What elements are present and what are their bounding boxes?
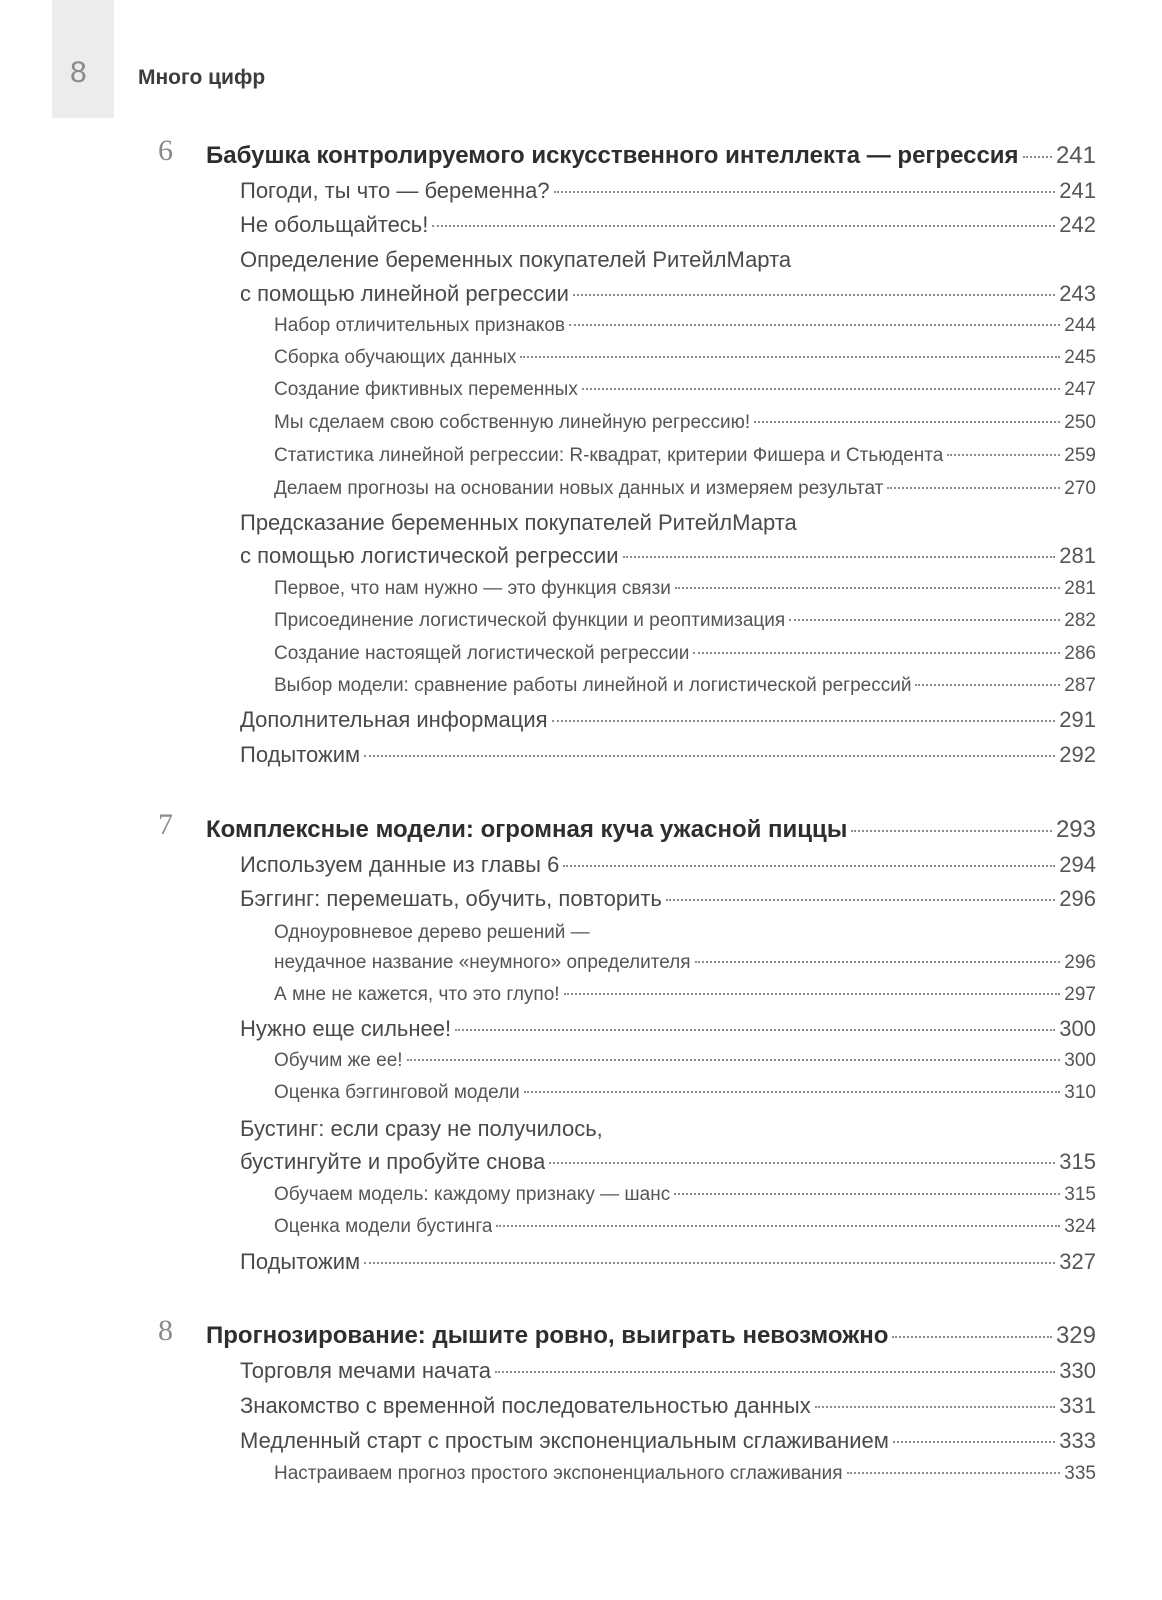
entry-text: Бэггинг: перемешать, обучить, повторить [240,886,662,911]
page-ref: 315 [1059,1149,1096,1174]
entry-text: Статистика линейной регрессии: R-квадрат, критерии Фишера и Стьюдента [274,445,944,466]
dot-leader [666,899,1055,901]
page-ref: 292 [1059,742,1096,767]
entry-text-line1: Одноуровневое дерево решений — [274,922,590,943]
toc-subentry[interactable] [274,610,1096,632]
dot-leader [520,356,1060,358]
dot-leader [887,487,1060,489]
page-ref: 270 [1064,478,1096,499]
dot-leader [573,294,1055,296]
dot-leader [564,993,1061,995]
entry-text: с помощью логистической регрессии [240,543,619,568]
page-ref: 293 [1055,816,1096,843]
entry-text-line1: Бустинг: если сразу не получилось, [240,1116,603,1141]
page-ref: 335 [1064,1463,1096,1484]
dot-leader [524,1091,1061,1093]
chapter-title-entry[interactable] [206,816,1096,844]
chapter-title-entry[interactable] [206,142,1096,170]
chapter-title-entry[interactable] [206,1322,1096,1350]
page-ref: 333 [1059,1428,1096,1453]
page-ref: 250 [1064,412,1096,433]
page-ref: 281 [1059,543,1096,568]
dot-leader [549,1162,1055,1164]
dot-leader [915,684,1060,686]
toc-entry[interactable] [240,212,1096,238]
entry-text: Подытожим [240,742,361,767]
entry-text: Выбор модели: сравнение работы линейной и логистической регрессий [274,675,912,696]
entry-text: Сборка обучающих данных [274,347,517,368]
dot-leader [432,225,1055,227]
chapter-title: Прогнозирование: дышите ровно, выиграть невозможно [206,1322,889,1349]
chapter-title: Комплексные модели: огромная куча ужасной пиццы [206,816,848,843]
entry-text-line1: Определение беременных покупателей РитейлМарта [240,247,792,272]
entry-text: Медленный старт с простым экспоненциальным сглаживанием [240,1428,889,1453]
dot-leader [552,720,1056,722]
page-ref: 315 [1064,1184,1096,1205]
toc-entry[interactable] [240,742,1096,768]
page-ref: 300 [1064,1050,1096,1071]
entry-text: Знакомство с временной последовательностью данных [240,1393,811,1418]
toc-subentry[interactable] [274,643,1096,665]
dot-leader [364,1262,1055,1264]
entry-text: Присоединение логистической функции и реоптимизация [274,610,786,631]
entry-text: Создание настоящей логистической регрессии [274,643,690,664]
running-title: Много цифр [138,66,266,89]
page-ref: 244 [1064,315,1096,336]
page-ref: 241 [1059,178,1096,203]
entry-text: неудачное название «неумного» определителя [274,952,691,973]
entry-text: Обучим же ее! [274,1050,403,1071]
toc-subentry[interactable] [274,347,1096,369]
dot-leader [851,830,1052,832]
page-ref: 259 [1064,445,1096,466]
dot-leader [554,191,1056,193]
entry-text: Набор отличительных признаков [274,315,565,336]
toc-subentry[interactable] [274,578,1096,600]
page-ref: 294 [1059,852,1096,877]
entry-text-line1: Предсказание беременных покупателей РитейлМарта [240,510,797,535]
page-ref: 296 [1059,886,1096,911]
toc-subentry[interactable] [274,1216,1096,1238]
toc-subentry[interactable] [274,379,1096,401]
chapter-number: 6 [158,134,173,167]
entry-text: бустингуйте и пробуйте снова [240,1149,546,1174]
toc-subentry[interactable] [274,445,1096,467]
dot-leader [815,1406,1056,1408]
toc-entry[interactable] [240,1016,1096,1042]
toc-subentry[interactable] [274,1463,1096,1485]
toc-entry[interactable] [240,178,1096,204]
toc-entry[interactable] [240,543,1096,569]
page-ref: 281 [1064,578,1096,599]
page-ref: 327 [1059,1249,1096,1274]
entry-text: Обучаем модель: каждому признаку — шанс [274,1184,671,1205]
page-ref: 242 [1059,212,1096,237]
dot-leader [496,1225,1060,1227]
entry-text: Первое, что нам нужно — это функция связи [274,578,671,599]
toc-entry[interactable] [240,1249,1096,1275]
page-ref: 287 [1064,675,1096,696]
toc-subentry[interactable] [274,412,1096,434]
dot-leader [754,421,1060,423]
entry-text: Создание фиктивных переменных [274,379,578,400]
page-ref: 329 [1055,1322,1096,1349]
page-ref: 297 [1064,984,1096,1005]
entry-text: Дополнительная информация [240,707,548,732]
page-ref: 331 [1059,1393,1096,1418]
page-ref: 330 [1059,1358,1096,1383]
entry-text: Используем данные из главы 6 [240,852,560,877]
page-number: 8 [70,56,87,89]
toc-subentry[interactable] [274,1184,1096,1206]
entry-text: Настраиваем прогноз простого экспоненциального сглаживания [274,1463,843,1484]
entry-text: с помощью линейной регрессии [240,281,569,306]
page-ref: 291 [1059,707,1096,732]
toc-entry[interactable] [240,886,1096,912]
entry-text: Делаем прогнозы на основании новых данных и измеряем результат [274,478,884,499]
page-ref: 247 [1064,379,1096,400]
dot-leader [1023,156,1052,158]
dot-leader [407,1059,1061,1061]
toc-entry[interactable] [240,281,1096,307]
entry-text: Не обольщайтесь! [240,212,429,237]
toc-subentry[interactable] [274,984,1096,1006]
entry-text: Оценка модели бустинга [274,1216,493,1237]
toc-entry[interactable] [240,1149,1096,1175]
dot-leader [674,1193,1060,1195]
chapter-number: 8 [158,1314,173,1347]
dot-leader [364,755,1055,757]
dot-leader [789,619,1060,621]
entry-text: Торговля мечами начата [240,1358,492,1383]
dot-leader [847,1472,1061,1474]
page-ref: 296 [1064,952,1096,973]
entry-text: А мне не кажется, что это глупо! [274,984,560,1005]
toc-subentry[interactable] [274,952,1096,974]
page-ref: 310 [1064,1082,1096,1103]
toc-subentry[interactable] [274,675,1096,697]
entry-text: Оценка бэггинговой модели [274,1082,520,1103]
dot-leader [569,324,1060,326]
page-ref: 282 [1064,610,1096,631]
entry-text: Подытожим [240,1249,361,1274]
dot-leader [675,587,1060,589]
toc-entry[interactable] [240,852,1096,878]
chapter-title: Бабушка контролируемого искусственного интеллекта — регрессия [206,142,1019,169]
entry-text: Мы сделаем свою собственную линейную регрессию! [274,412,751,433]
toc-subentry[interactable] [274,1050,1096,1072]
dot-leader [582,388,1060,390]
toc-entry[interactable] [240,1428,1096,1454]
dot-leader [563,865,1055,867]
dot-leader [695,961,1061,963]
toc-subentry[interactable] [274,478,1096,500]
toc-subentry[interactable] [274,1082,1096,1104]
dot-leader [693,652,1060,654]
dot-leader [455,1029,1055,1031]
page-ref: 245 [1064,347,1096,368]
page-ref: 286 [1064,643,1096,664]
dot-leader [495,1371,1055,1373]
entry-text: Нужно еще сильнее! [240,1016,452,1041]
toc-entry[interactable] [240,707,1096,733]
toc-entry[interactable] [240,1393,1096,1419]
page-ref: 241 [1055,142,1096,169]
page-ref: 324 [1064,1216,1096,1237]
page-ref: 300 [1059,1016,1096,1041]
entry-text: Погоди, ты что — беременна? [240,178,550,203]
toc-subentry[interactable] [274,315,1096,337]
chapter-number: 7 [158,808,173,841]
dot-leader [893,1441,1055,1443]
page-ref: 243 [1059,281,1096,306]
dot-leader [892,1336,1052,1338]
dot-leader [947,454,1060,456]
dot-leader [623,556,1056,558]
toc-entry[interactable] [240,1358,1096,1384]
